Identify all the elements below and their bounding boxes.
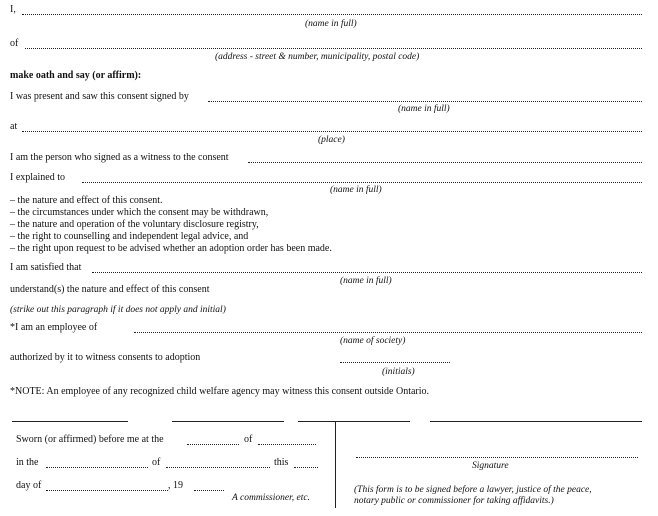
- society-caption: (name of society): [340, 336, 406, 346]
- in-the-field[interactable]: [46, 467, 148, 468]
- signer-name-caption: (name in full): [398, 104, 450, 114]
- initials-caption: (initials): [382, 367, 415, 377]
- understands-text: understand(s) the nature and effect of this consent: [10, 284, 210, 295]
- sworn-text: Sworn (or affirmed) before me at the: [16, 434, 164, 445]
- commissioner-caption: A commissioner, etc.: [232, 493, 310, 503]
- name-field[interactable]: [22, 14, 642, 15]
- signer-name-field[interactable]: [208, 101, 642, 102]
- society-field[interactable]: [134, 332, 642, 333]
- sworn-place-field[interactable]: [187, 444, 239, 445]
- in-the-label: in the: [16, 457, 39, 468]
- sworn-of-label: of: [244, 434, 253, 445]
- satisfied-caption: (name in full): [340, 276, 392, 286]
- witness-text: I am the person who signed as a witness to the consent: [10, 152, 229, 163]
- signature-caption: Signature: [472, 461, 509, 471]
- at-label: at: [10, 121, 18, 132]
- i-label: I,: [10, 4, 16, 15]
- explained-text: I explained to: [10, 172, 65, 183]
- place-caption: (place): [318, 135, 345, 145]
- place-field[interactable]: [22, 131, 642, 132]
- bullet-item: – the right upon request to be advised whether an adoption order has been made.: [10, 243, 332, 254]
- name-caption: (name in full): [305, 19, 357, 29]
- satisfied-name-field[interactable]: [92, 272, 642, 273]
- day-of-field[interactable]: [46, 490, 168, 491]
- bullet-item: – the nature and operation of the voluntary disclosure registry,: [10, 219, 259, 230]
- address-caption: (address - street & number, municipality, postal code): [215, 52, 420, 62]
- day-of-label: day of: [16, 480, 42, 491]
- strike-instruction: (strike out this paragraph if it does not apply and initial): [10, 305, 226, 315]
- satisfied-text: I am satisfied that: [10, 262, 82, 273]
- year-field[interactable]: [194, 490, 224, 491]
- jurat-of-field[interactable]: [166, 467, 270, 468]
- authorized-text: authorized by it to witness consents to adoption: [10, 352, 201, 363]
- year-label: , 19: [168, 480, 183, 491]
- divider-line: [12, 421, 128, 422]
- this-label: this: [274, 457, 289, 468]
- sworn-of-field[interactable]: [258, 444, 316, 445]
- employee-text: *I am an employee of: [10, 322, 98, 333]
- bullet-item: – the nature and effect of this consent.: [10, 195, 163, 206]
- of-label: of: [10, 38, 19, 49]
- signature-note-line2: notary public or commissioner for taking affidavits.): [354, 496, 554, 506]
- oath-heading: make oath and say (or affirm):: [10, 70, 142, 81]
- initials-field[interactable]: [340, 362, 450, 363]
- bullet-item: – the circumstances under which the consent may be withdrawn,: [10, 207, 269, 218]
- signature-field[interactable]: [356, 457, 638, 458]
- this-field[interactable]: [294, 467, 318, 468]
- column-divider: [335, 422, 336, 508]
- divider-line: [430, 421, 642, 422]
- witness-consent-field[interactable]: [248, 162, 642, 163]
- note-text: *NOTE: An employee of any recognized child welfare agency may witness this consent outside Ontario.: [10, 386, 430, 397]
- signature-note-line1: (This form is to be signed before a lawyer, justice of the peace,: [354, 485, 592, 495]
- divider-line: [298, 421, 410, 422]
- bullet-item: – the right to counselling and independent legal advice, and: [10, 231, 249, 242]
- present-text: I was present and saw this consent signed by: [10, 91, 189, 102]
- explained-name-field[interactable]: [82, 182, 642, 183]
- explained-caption: (name in full): [330, 185, 382, 195]
- jurat-of-label: of: [152, 457, 161, 468]
- address-field[interactable]: [25, 48, 642, 49]
- divider-line: [172, 421, 284, 422]
